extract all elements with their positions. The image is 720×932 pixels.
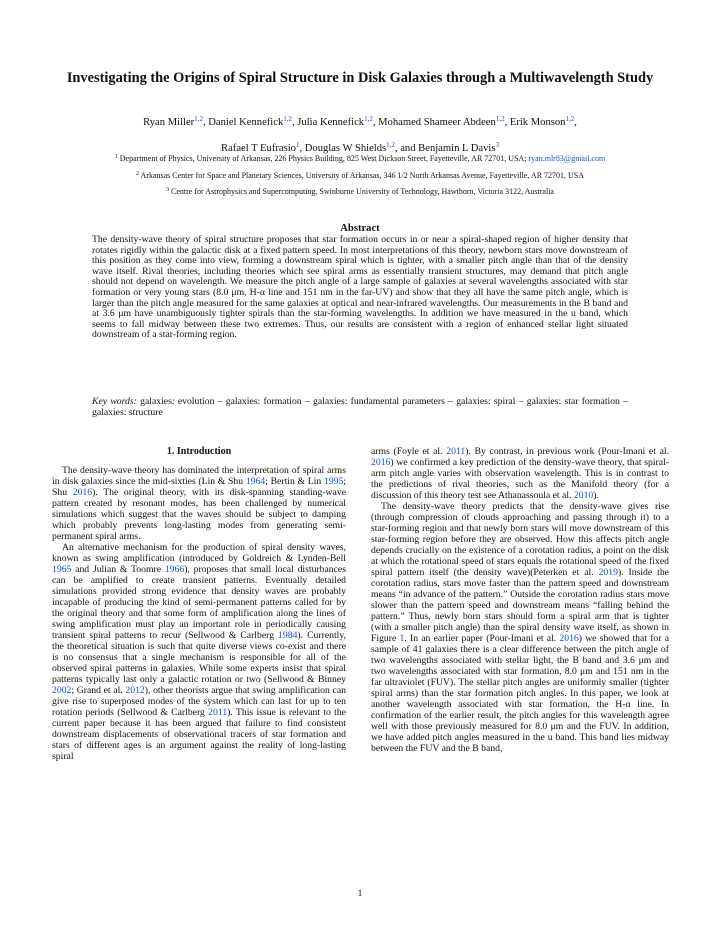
keywords-text: galaxies: evolution – galaxies: formation – galaxies: fundamental parameters – galaxies: spiral – galaxies: star formation – galaxies: structure	[92, 396, 628, 418]
text-run: ). Inside the corotation radius, stars move faster than the pattern speed and downstream means “in advance of the pattern.” Outside the corotation radius stars move slower than the pattern speed and downstream means “falling behind the pattern.” Thus, newly born stars should form a spiral arm that is tighter (with a smaller pitch angle) than the spiral density wave itself, as shown in Figure	[371, 567, 669, 644]
text-run: An alternative mechanism for the production of spiral density waves, known as swing amplification (introduced by Goldreich & Lynden-Bell	[52, 542, 346, 564]
author-name: Erik Monson	[509, 117, 566, 128]
citation-link[interactable]: 1966	[164, 564, 185, 575]
left-column-body	[52, 465, 346, 762]
paper-title: Investigating the Origins of Spiral Structure in Disk Galaxies through a Multiwavelength Study	[66, 70, 654, 86]
text-run: ; Grand et al.	[71, 685, 126, 696]
text-run: ), proposes that small local disturbances can be amplified to create transient patterns. Eventually detailed simulations provided strong evidence that density waves are probably incapable of producing the kind of semi-permanent patterns called for by the original theory and that some form of amplification along the lines of swing amplification must play an important role in periodically causing transient spiral patterns to recur (Sellwood & Carlberg	[52, 564, 346, 641]
author-name: Julia Kennefick	[297, 117, 365, 128]
author-name: Ryan Miller	[143, 117, 195, 128]
text-run: ; Bertin & Lin	[265, 476, 324, 487]
citation-link[interactable]: 1984	[278, 630, 298, 641]
author-separator: , and	[394, 143, 419, 154]
author-affiliation-marker[interactable]: 1,2	[194, 115, 203, 123]
author-separator: ,	[372, 117, 379, 128]
author-name: Rafael T Eufrasio	[221, 143, 296, 154]
abstract-heading: Abstract	[340, 223, 380, 234]
text-run: ; Shu	[52, 476, 346, 498]
affiliation-text: Department of Physics, University of Arkansas, 226 Physics Building, 825 West Dickson Street, Fayetteville, AR 72701, USA;	[117, 154, 529, 163]
text-run: arms (Foyle et al.	[371, 446, 447, 457]
citation-link[interactable]: 2011	[446, 446, 466, 457]
author-separator: ,	[504, 117, 510, 128]
author-affiliation-marker[interactable]: 1,2	[283, 115, 292, 123]
author-name: Daniel Kennefick	[208, 117, 284, 128]
text-run: ). Currently, the theoretical situation is such that quite diverse views co-exist and there is no consensus that a single mechanism is responsible for all of the observed spiral patterns in galaxies. While some experts insist that spiral patterns typically last only a galactic rotation or two (Sellwood & Binney	[52, 630, 346, 685]
citation-link[interactable]: 2010	[573, 490, 594, 501]
right-column-body	[371, 446, 669, 754]
citation-link[interactable]: 2012	[125, 685, 145, 696]
affiliation-item	[40, 150, 680, 167]
text-run: ). By contrast, in previous work (Pour-Imani et al.	[465, 446, 669, 457]
right-column	[371, 446, 669, 754]
citation-link[interactable]: 2016	[559, 633, 579, 644]
body-paragraph	[52, 465, 346, 542]
author-affiliation-marker[interactable]: 1,2	[565, 115, 575, 123]
citation-link[interactable]: 1965	[52, 564, 72, 575]
affiliation-marker: 3	[166, 187, 169, 194]
keywords	[92, 397, 628, 418]
text-run: ). The original theory, with its disk-spanning standing-wave pattern created by resonant modes, has been challenged by numerical simulations which suggest that the waves should be subject to damping which probably prevents long-lasting modes from generating semi-permanent spiral arms.	[52, 487, 346, 542]
author-line-1	[40, 108, 680, 134]
text-run: ).	[593, 490, 599, 501]
author-name: Douglas W Shields	[304, 143, 387, 154]
text-run: The density-wave theory predicts that the density-wave gives rise (through compression of clouds approaching and passing through it) to a star-forming region and that newly born stars will move downstream of this star-forming region before they are observed. How this affects pitch angle depends crucially on the existence of a corotation radius, a point on the disk at which the rotational speed of stars equals the rotational speed of the fixed spiral pattern itself (the density wave)(Peterken et al.	[371, 501, 669, 578]
abstract-text: The density-wave theory of spiral structure proposes that star formation occurs in or near a spiral-shaped region of higher density that rotates rigidly within the galactic disk at a fixed pattern speed. In most interpretations of this theory, newborn stars move downstream of this position as they come into view, forming a downstream spiral which is tighter, with a smaller pitch angle than that of the density wave itself. Rival theories, including theories which see spiral arms as essentially transient structures, may demand that pitch angle should not depend on wavelength. We measure the pitch angle of a large sample of galaxies at several wavelengths associated with star formation or very young stars (8.0 μm, H-α line and 151 nm in the far-UV) and show that they all have the same pitch angle, which is larger than the pitch angle measured for the same galaxies at optical and near-infrared wavelengths. Our measurements in the B band and at 3.6 μm have unambiguously tighter spirals than the star-forming wavelengths. In addition we have measured in the u band, which seems to fall midway between these two extremes. Thus, our results are consistent with a region of enhanced stellar light situated downstream of a star-forming region.	[92, 234, 628, 341]
text-run: ), other theorists argue that swing amplification can give rise to superposed modes of the system which can last for up to ten rotation periods (Sellwood & Carlberg	[52, 685, 346, 718]
author-name: Benjamin L Davis	[418, 143, 496, 154]
citation-link[interactable]: 1995	[323, 476, 344, 487]
body-paragraph	[371, 501, 669, 754]
citation-link[interactable]: 2016	[72, 487, 93, 498]
keywords-label: Key words:	[92, 396, 137, 407]
page-number: 1	[357, 889, 363, 899]
citation-link[interactable]: 2016	[371, 457, 391, 468]
citation-link[interactable]: 2019	[598, 567, 618, 578]
left-column	[52, 446, 346, 762]
body-paragraph	[52, 542, 346, 762]
author-name: Mohamed Shameer Abdeen	[378, 117, 496, 128]
email-link[interactable]: ryan.mlr83@gmail.com	[528, 154, 606, 163]
affiliation-list	[40, 150, 680, 200]
citation-link[interactable]: 2002	[52, 685, 72, 696]
author-separator: ,	[292, 117, 298, 128]
affiliation-text: Arkansas Center for Space and Planetary Sciences, University of Arkansas, 346 1/2 North Arkansas Avenue, Fayetteville, AR 72701, USA	[138, 170, 585, 180]
affiliation-marker: 2	[135, 170, 139, 177]
affiliation-item	[40, 183, 680, 200]
text-run: . In an earlier paper (Pour-Imani et al.	[404, 633, 560, 644]
text-run: The density-wave theory has dominated the interpretation of spiral arms in disk galaxies since the mid-sixties (Lin & Shu	[52, 465, 346, 487]
author-separator: ,	[202, 117, 209, 128]
affiliation-item	[40, 167, 680, 184]
author-separator: ,	[299, 143, 305, 154]
section-heading: 1. Introduction	[166, 446, 232, 457]
author-affiliation-marker[interactable]: 1	[295, 141, 300, 149]
author-affiliation-marker[interactable]: 1,2	[386, 141, 395, 149]
citation-link[interactable]: 1964	[245, 476, 266, 487]
citation-link[interactable]: 2011	[208, 707, 228, 718]
affiliation-text: Centre for Astrophysics and Supercomputing, Swinburne University of Technology, Hawthorn, Victoria 3122, Australia	[169, 187, 554, 197]
author-separator: ,	[574, 117, 577, 128]
affiliation-marker: 1	[114, 154, 118, 160]
text-run: and Julian & Toomre	[71, 564, 165, 575]
author-affiliation-marker[interactable]: 1,2	[495, 115, 505, 123]
author-affiliation-marker[interactable]: 1,2	[364, 115, 373, 123]
citation-link[interactable]: 1	[399, 633, 405, 644]
author-affiliation-marker[interactable]: 3	[495, 141, 499, 149]
text-run: ) we confirmed a key prediction of the density-wave theory, that spiral-arm pitch angle varies with observation wavelength. This is in contrast to the predictions of rival theories, such as the Manifold theory (for a discussion of this theory test see Athanassoula et al.	[371, 457, 669, 501]
text-run: ) we showed that for a sample of 41 galaxies there is a clear difference between the pitch angle of two wavelengths associated with stellar light, the B band and 3.6 μm and two wavelengths associated with star formation, 8.0 μm and 151 nm in the far ultraviolet (FUV). The stellar pitch angles are uniformly smaller (tighter spiral arms) than the star formation pitch angles. In this paper, we look at another wavelength associated with star formation, the H-α line. In confirmation of the earlier result, the pitch angles for this wavelength agree well with those previously measured for 8.0 μm and the FUV. In addition, we have added pitch angles measured in the u band. This band lies midway between the FUV and the B band,	[371, 633, 669, 754]
body-paragraph	[371, 446, 669, 501]
text-run: ). This issue is relevant to the current paper because it has been argued that failure to find consistent downstream displacements of observational tracers of star formation and stars of different ages is an argument against the reality of long-lasting spiral	[52, 707, 346, 762]
